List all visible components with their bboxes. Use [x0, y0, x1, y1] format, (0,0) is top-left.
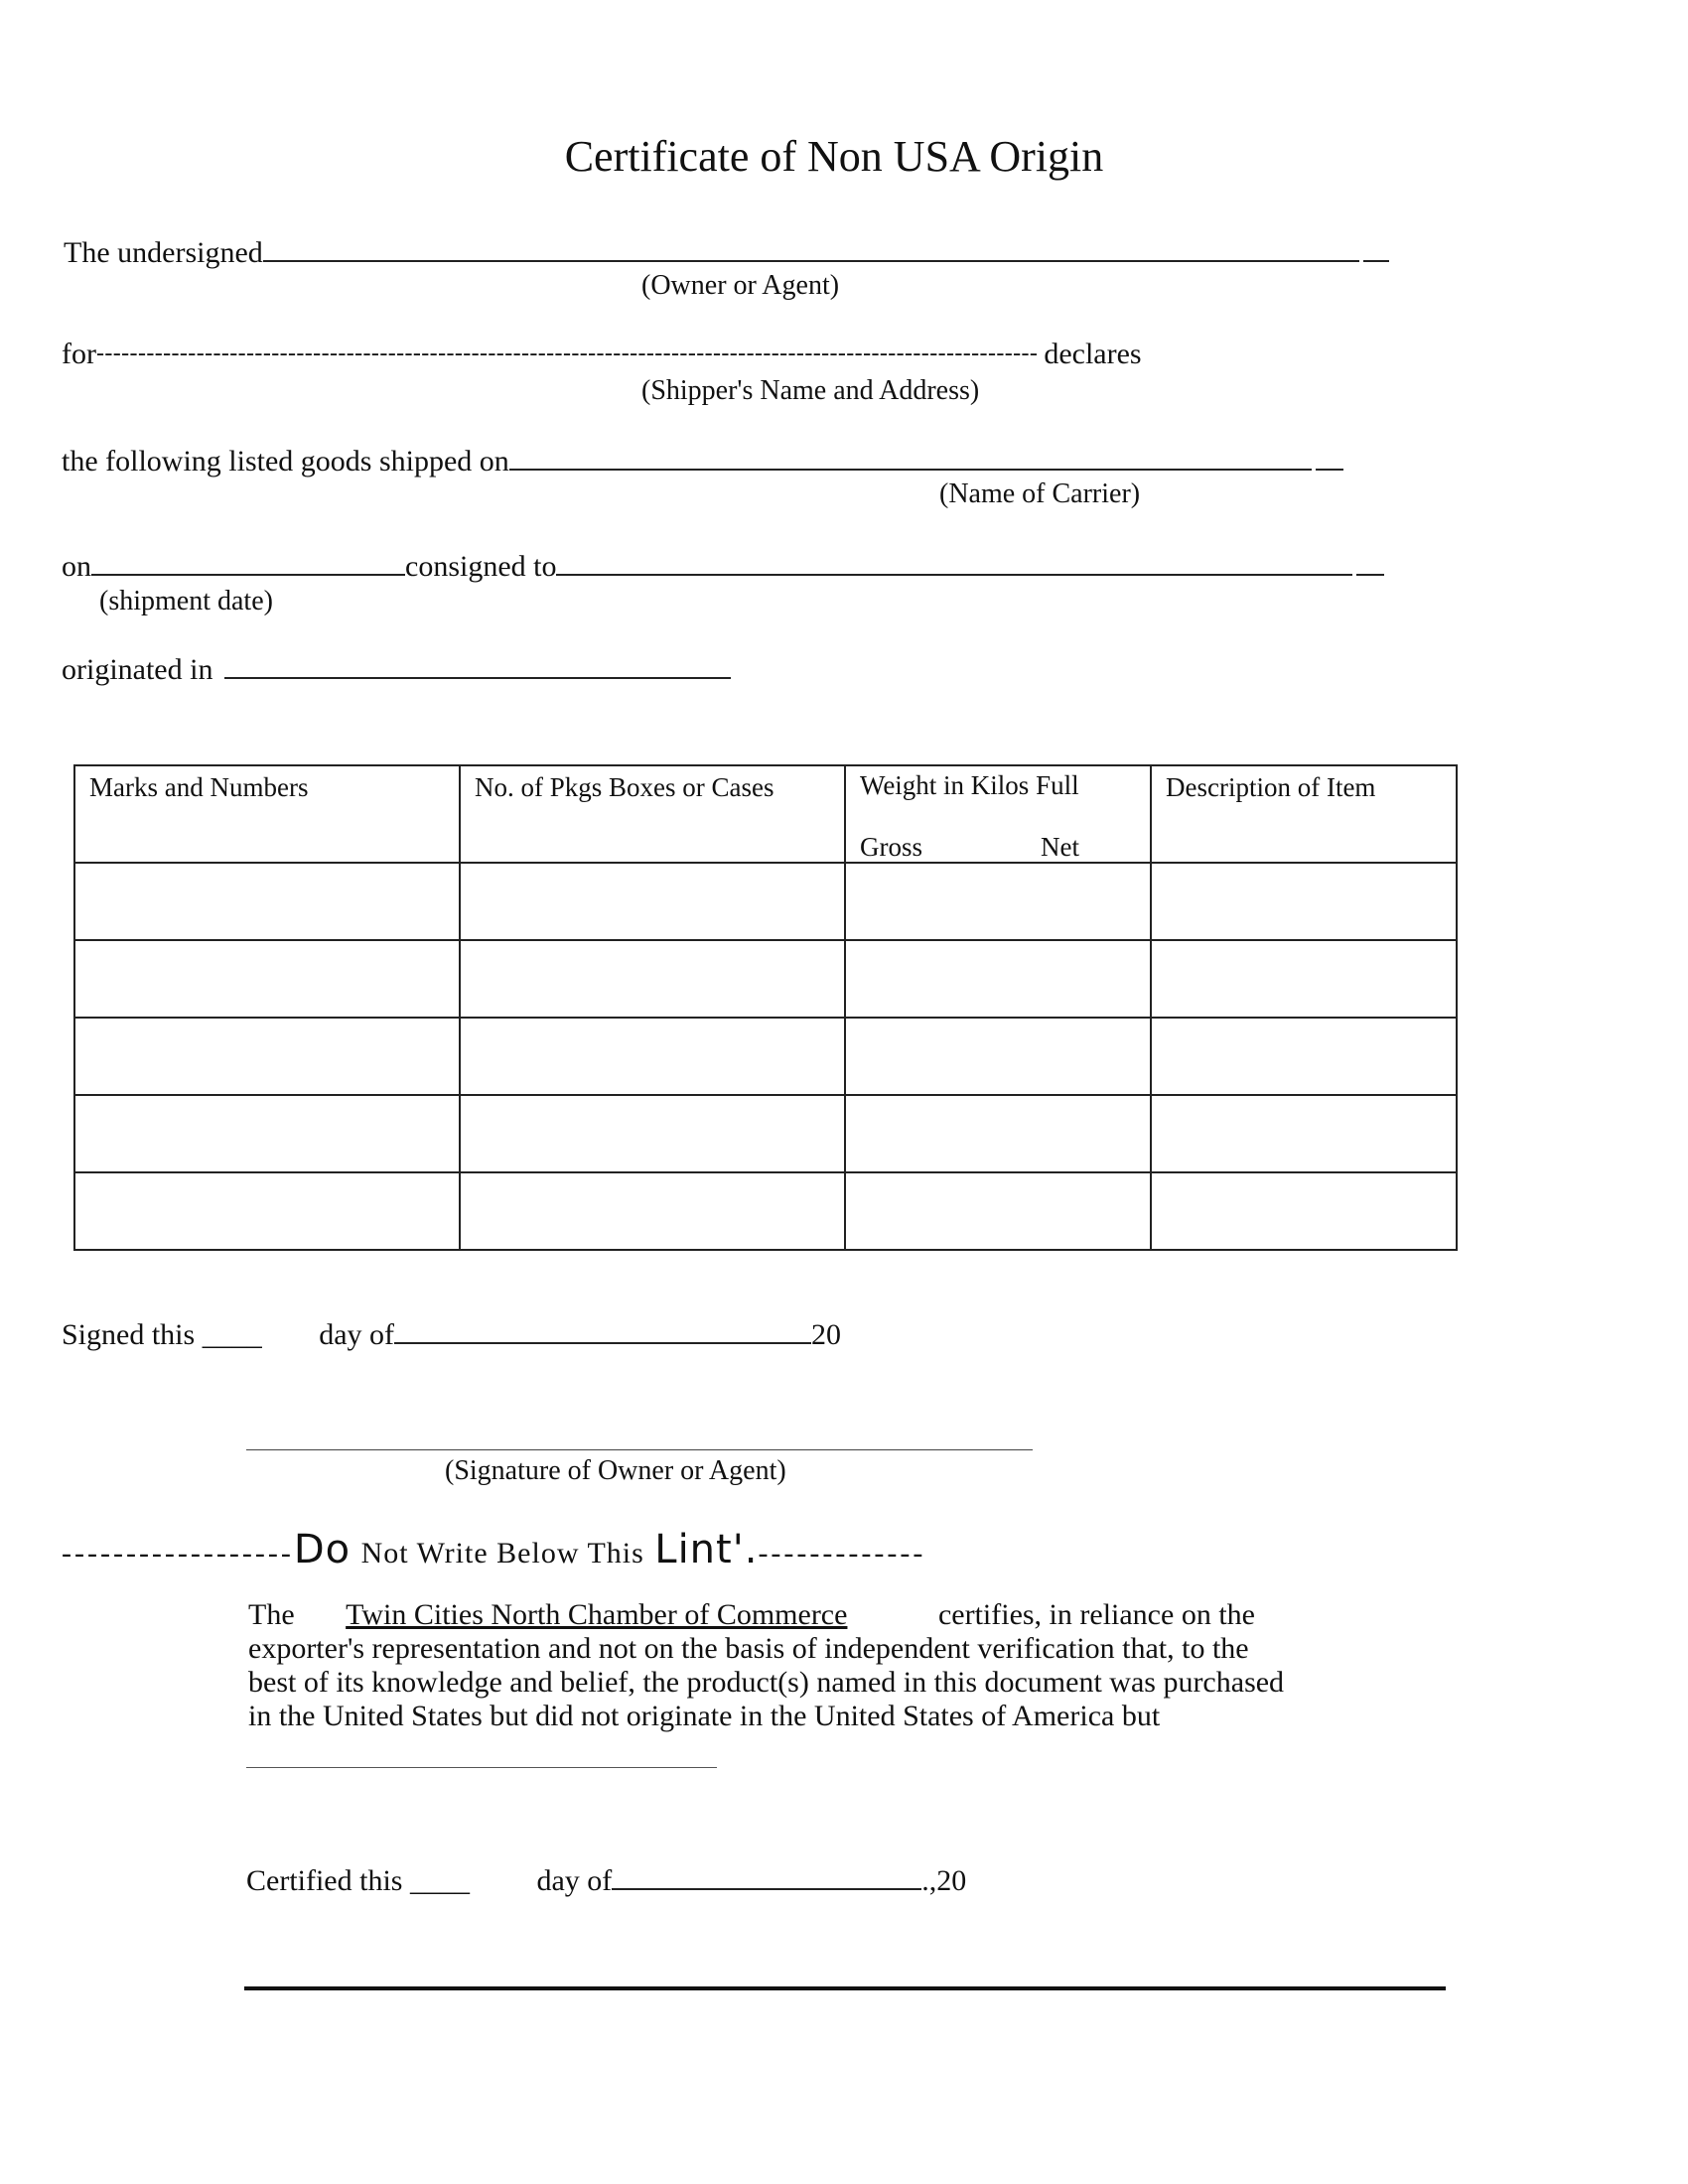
- table-row: [74, 1018, 1457, 1095]
- table-cell[interactable]: [460, 940, 845, 1018]
- certification-line-2: exporter's representation and not on the basis of independent verification that, to the: [248, 1632, 1249, 1665]
- divider-lint: Lint'.: [654, 1527, 759, 1572]
- goods-table: [73, 764, 1458, 1251]
- signed-month-field[interactable]: [394, 1314, 811, 1344]
- do-not-write-divider: [62, 1527, 925, 1572]
- shipped-on-row: [62, 441, 1343, 478]
- consignee-field-tail: [1356, 546, 1384, 576]
- weight-gross: Gross: [860, 832, 923, 862]
- shipment-date-caption: (shipment date): [99, 586, 273, 616]
- signed-row: [62, 1314, 841, 1352]
- weight-title: Weight in Kilos Full: [860, 770, 1079, 800]
- undersigned-label: The undersigned: [64, 236, 263, 269]
- carrier-field[interactable]: [509, 441, 1312, 471]
- certified-month-field[interactable]: [612, 1860, 921, 1890]
- certified-label: Certified this: [246, 1864, 403, 1897]
- certification-the: The: [248, 1598, 295, 1631]
- signature-line[interactable]: [246, 1449, 1033, 1450]
- header-weight: [845, 765, 1151, 863]
- table-cell[interactable]: [845, 1172, 1151, 1250]
- divider-do: Do: [293, 1527, 352, 1572]
- table-cell[interactable]: [74, 940, 460, 1018]
- for-label: for: [62, 338, 96, 370]
- table-row: [74, 1095, 1457, 1172]
- on-row: [62, 546, 1384, 584]
- consigned-label: consigned to: [405, 550, 557, 583]
- originated-label: originated in: [62, 653, 213, 686]
- signed-label: Signed this: [62, 1318, 196, 1351]
- certified-day-field[interactable]: ____: [409, 1864, 470, 1897]
- table-cell[interactable]: [460, 1172, 845, 1250]
- owner-agent-field[interactable]: [263, 232, 1359, 262]
- divider-text: Not Write Below This: [360, 1537, 644, 1570]
- signed-year-label: 20: [811, 1318, 841, 1351]
- table-cell[interactable]: [845, 863, 1151, 940]
- table-cell[interactable]: [845, 1095, 1151, 1172]
- for-row: [62, 338, 1142, 371]
- undersigned-row: [64, 232, 1389, 270]
- shipment-date-field[interactable]: [91, 546, 405, 576]
- signature-caption: (Signature of Owner or Agent): [445, 1455, 786, 1486]
- signed-day-field[interactable]: ____: [202, 1318, 262, 1351]
- chamber-name: Twin Cities North Chamber of Commerce: [346, 1598, 848, 1631]
- table-cell[interactable]: [74, 1172, 460, 1250]
- owner-agent-field-tail: [1363, 232, 1389, 262]
- table-cell[interactable]: [460, 1095, 845, 1172]
- table-cell[interactable]: [74, 1018, 460, 1095]
- declares-label: declares: [1044, 338, 1142, 370]
- chamber-signature-line[interactable]: [244, 1986, 1446, 1990]
- table-cell[interactable]: [74, 863, 460, 940]
- table-row: [74, 1172, 1457, 1250]
- carrier-caption: (Name of Carrier): [939, 478, 1141, 509]
- divider-dashes-left: ------------------: [62, 1537, 294, 1570]
- certified-row: [246, 1860, 966, 1898]
- table-header-row: [74, 765, 1457, 863]
- owner-agent-caption: (Owner or Agent): [641, 270, 840, 301]
- origin-field[interactable]: [224, 649, 731, 679]
- table-row: [74, 863, 1457, 940]
- certification-line-1: [248, 1598, 1255, 1632]
- certified-year-label: .,20: [921, 1864, 967, 1897]
- header-packages: No. of Pkgs Boxes or Cases: [460, 765, 845, 863]
- header-description: Description of Item: [1151, 765, 1457, 863]
- table-row: [74, 940, 1457, 1018]
- divider-dashes-right: -------------: [758, 1537, 926, 1570]
- table-cell[interactable]: [1151, 1095, 1457, 1172]
- on-label: on: [62, 550, 91, 583]
- table-cell[interactable]: [845, 1018, 1151, 1095]
- table-cell[interactable]: [845, 940, 1151, 1018]
- certification-line1-end: certifies, in reliance on the: [937, 1598, 1255, 1631]
- shipper-field[interactable]: -----------------------------------------------------------------------------------------------------------------: [95, 341, 1039, 366]
- table-cell[interactable]: [1151, 1018, 1457, 1095]
- consignee-field[interactable]: [556, 546, 1352, 576]
- shipper-caption: (Shipper's Name and Address): [641, 375, 980, 406]
- table-cell[interactable]: [460, 1018, 845, 1095]
- table-cell[interactable]: [460, 863, 845, 940]
- certification-line-4: in the United States but did not originate in the United States of America but: [248, 1700, 1161, 1732]
- originated-row: [62, 649, 731, 687]
- shipped-on-label: the following listed goods shipped on: [62, 445, 509, 478]
- origin-country-field[interactable]: [246, 1767, 717, 1768]
- document-title: Certificate of Non USA Origin: [564, 132, 1104, 181]
- signed-day-of-label: day of: [319, 1318, 394, 1351]
- table-cell[interactable]: [1151, 1172, 1457, 1250]
- header-marks: Marks and Numbers: [74, 765, 460, 863]
- weight-net: Net: [1041, 832, 1079, 862]
- table-cell[interactable]: [74, 1095, 460, 1172]
- table-cell[interactable]: [1151, 940, 1457, 1018]
- certification-line-3: best of its knowledge and belief, the product(s) named in this document was purchased: [248, 1666, 1285, 1699]
- table-cell[interactable]: [1151, 863, 1457, 940]
- carrier-field-tail: [1316, 441, 1343, 471]
- certified-day-of-label: day of: [536, 1864, 613, 1897]
